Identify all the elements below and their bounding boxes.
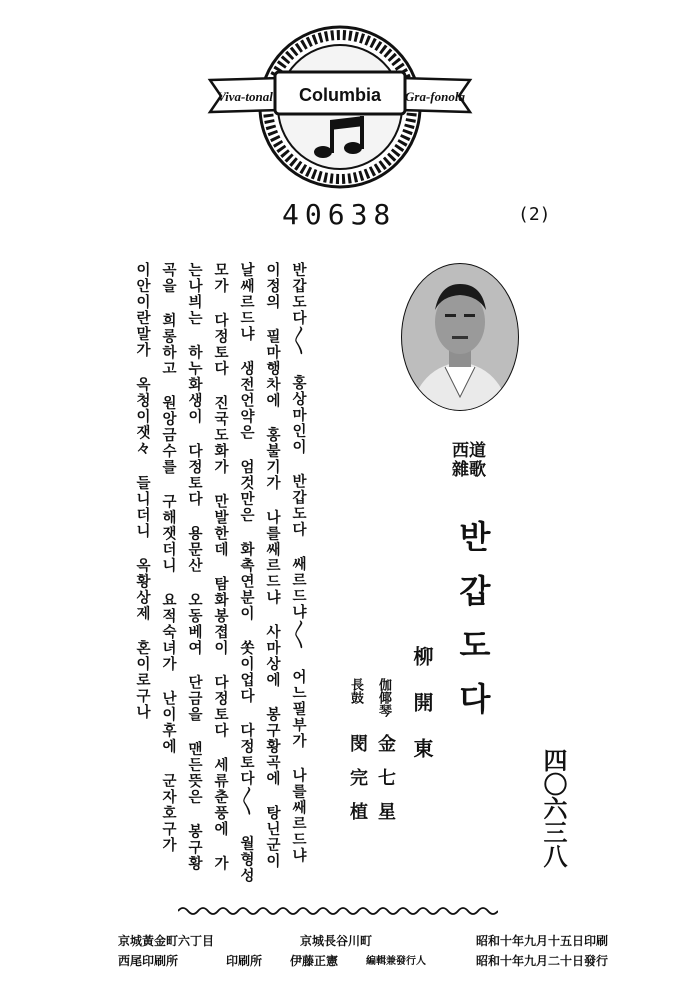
gayageum-role: 伽倻琴 xyxy=(376,678,391,717)
lyric-line-4: 모가 다정토다 진국도화가 만발한데 탐화봉졉이 다정토다 세류춘풍에 가 xyxy=(212,262,229,872)
logo-center-text: Columbia xyxy=(298,85,382,105)
lyric-line-2: 이정의 필마행차에 홍불기가 나를쌔르드냐 사마상에 봉구황곡에 탕닌군이 xyxy=(264,262,281,869)
lyric-line-1: 반갑도다〳〵 홍상마인이 반갑도다 쌔르드냐〳〵 어느필부가 나를쌔르드냐 xyxy=(290,262,307,864)
janggo-player: 閔完植 xyxy=(347,734,368,836)
catalog-number: 40638 xyxy=(282,198,397,231)
printer-address: 京城黃金町六丁目 xyxy=(118,934,215,948)
singer-name: 柳開東 xyxy=(410,646,434,784)
side-label: (2) xyxy=(518,204,551,225)
catalog-number-kanji: 四〇六三八 xyxy=(539,748,568,868)
janggo-role: 長鼓 xyxy=(348,678,363,704)
lyric-line-6: 곡을 희롱하고 원앙금수를 구해잿더니 요적숙녀가 난이후에 군자호구가 xyxy=(160,262,177,853)
issue-date: 昭和十年九月二十日發行 xyxy=(476,954,609,968)
song-title: 반갑도다 xyxy=(454,520,492,736)
logo-left-text: Viva-tonal xyxy=(217,89,273,104)
publisher-name: 伊藤正憲 xyxy=(290,954,339,968)
publisher-role: 編輯兼發行人 xyxy=(366,956,426,967)
publisher-address: 京城長谷川町 xyxy=(300,934,373,948)
wavy-divider xyxy=(178,904,498,918)
columbia-logo xyxy=(205,22,475,192)
lyric-line-7: 이안이란말가 옥청이잿々 들니더니 옥황상제 혼이로구나 xyxy=(134,262,151,720)
lyric-line-3: 날쌔르드냐 생전언약은 엄것만은 화촉연분이 쏫이업다 다정토다〳〵 월형성 xyxy=(238,262,255,884)
printer-label: 印刷所 xyxy=(226,954,263,968)
gayageum-player: 金七星 xyxy=(375,734,396,836)
singer-portrait xyxy=(400,262,520,412)
logo-right-text: Gra-fonola xyxy=(405,89,465,104)
lyric-line-5: 는나븨는 하누화생이 다정토다 용문산 오동베여 단금을 맨든뜻은 봉구황 xyxy=(186,262,203,872)
genre-line-2: 雜歌 xyxy=(452,460,486,480)
genre-line-1: 西道 xyxy=(452,441,486,461)
printer-name: 西尾印刷所 xyxy=(118,954,179,968)
genre-label xyxy=(452,442,486,480)
printing-date: 昭和十年九月十五日印刷 xyxy=(476,934,609,948)
